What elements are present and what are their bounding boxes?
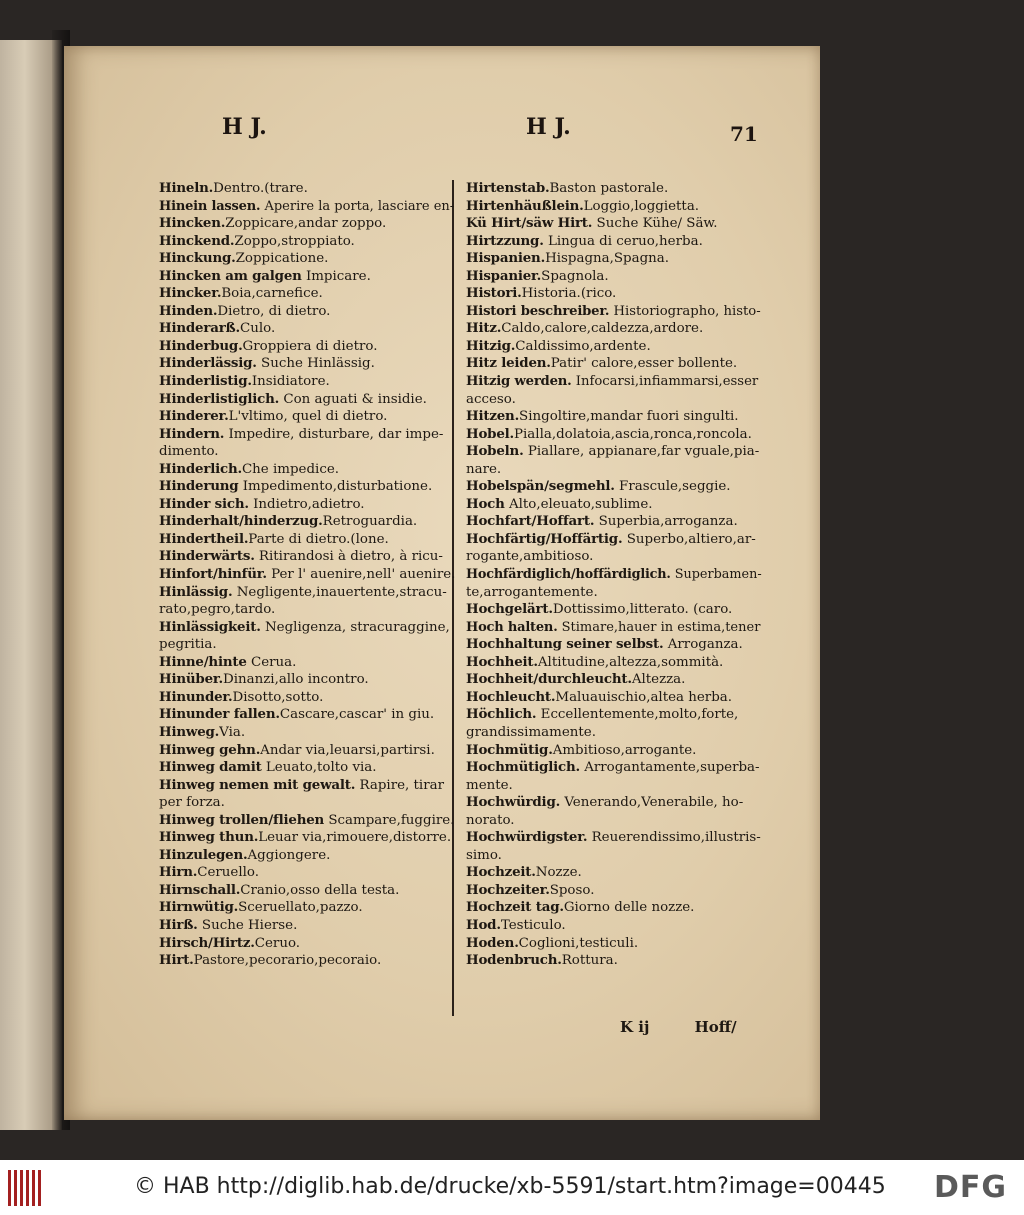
entry-translation: Zoppicatione.	[235, 251, 329, 267]
dictionary-entry	[159, 338, 451, 356]
entry-translation: Infocarsi,infiammarsi,esser	[571, 374, 759, 390]
dictionary-entry	[159, 233, 451, 251]
dictionary-entry	[466, 180, 758, 198]
dictionary-entry	[466, 268, 758, 286]
entry-translation: Leuar via,rimouere,distorre.	[258, 830, 452, 846]
dictionary-entry	[159, 619, 451, 637]
entry-translation: Altitudine,altezza,sommità.	[537, 654, 724, 670]
entry-translation: Aggiongere.	[247, 847, 331, 863]
dictionary-entry	[466, 233, 758, 251]
entry-headword: Hinderlistiglich.	[159, 390, 280, 407]
dictionary-entry	[159, 461, 451, 479]
dictionary-entry	[466, 847, 758, 865]
dictionary-entry	[159, 408, 451, 426]
entry-translation: Indietro,adietro.	[248, 496, 365, 512]
dictionary-entry	[159, 355, 451, 373]
dictionary-entry	[159, 180, 451, 198]
dictionary-entry	[159, 724, 451, 742]
entry-translation: pegritia.	[159, 637, 217, 653]
entry-translation: rato,pegro,tardo.	[159, 602, 276, 618]
dictionary-entry	[159, 426, 451, 444]
dictionary-entry	[466, 513, 758, 531]
dictionary-entry	[466, 671, 758, 689]
entry-headword: Hinzulegen.	[159, 846, 248, 863]
dictionary-entry	[159, 320, 451, 338]
dictionary-entry	[159, 671, 451, 689]
entry-translation: Dietro, di dietro.	[217, 303, 331, 319]
entry-translation: Caldo,calore,caldezza,ardore.	[501, 321, 704, 337]
dictionary-entry	[159, 303, 451, 321]
entry-translation: Impicare.	[301, 268, 371, 284]
entry-headword: Hirtenhäußlein.	[466, 197, 584, 214]
viewer-footer-bar	[0, 1160, 1024, 1215]
dictionary-entry	[466, 654, 758, 672]
dictionary-entry	[159, 513, 451, 531]
dictionary-entry	[466, 285, 758, 303]
entry-headword: Hochfärdiglich/hoffärdiglich.	[466, 567, 671, 583]
entry-translation: Ritirandosi à dietro, à ricu-	[254, 549, 443, 565]
entry-headword: Hinderwärts.	[159, 548, 255, 565]
entry-headword: Hinder sich.	[159, 495, 249, 512]
entry-headword: Hinderlich.	[159, 460, 242, 477]
dictionary-entry	[466, 531, 758, 549]
dictionary-entry	[159, 917, 451, 935]
entry-translation: Retroguardia.	[322, 514, 418, 530]
page-footer	[620, 1018, 777, 1036]
entry-translation: Negligenza, stracuraggine,	[260, 619, 450, 635]
dictionary-entry	[466, 935, 758, 953]
entry-headword: Hinunder fallen.	[159, 706, 280, 723]
entry-headword: Höchlich.	[466, 706, 537, 723]
dictionary-entry	[466, 882, 758, 900]
entry-headword: Hobelspän/segmehl.	[466, 478, 615, 495]
entry-translation: Ambitioso,arrogante.	[552, 742, 697, 758]
dictionary-entry	[466, 864, 758, 882]
entry-headword: Hincken.	[159, 215, 226, 232]
header-right-mark: H J.	[526, 114, 571, 140]
entry-translation: per forza.	[159, 795, 225, 811]
entry-headword: Hochzeit.	[466, 864, 536, 881]
entry-translation: acceso.	[466, 391, 516, 407]
entry-headword: Hinlässigkeit.	[159, 618, 261, 635]
dictionary-entry	[159, 706, 451, 724]
entry-translation: Superbamen-	[670, 567, 762, 583]
dictionary-entry	[159, 689, 451, 707]
entry-carryover: (lone.	[350, 531, 389, 547]
entry-translation: Baston pastorale.	[549, 181, 669, 196]
entry-headword: Hirnwütig.	[159, 899, 239, 916]
entry-headword: Hinderarß.	[159, 320, 240, 337]
entry-headword: Hochheit.	[466, 653, 538, 670]
entry-headword: Hinüber.	[159, 671, 223, 688]
entry-translation: Alto,eleuato,sublime.	[504, 496, 653, 512]
entry-translation: Dinanzi,allo incontro.	[222, 672, 369, 688]
dictionary-entry	[159, 285, 451, 303]
entry-translation: Reuerendissimo,illustris-	[587, 830, 761, 846]
entry-headword: Hirtenstab.	[466, 180, 550, 196]
dictionary-entry	[159, 811, 455, 830]
catchword: Hoff/	[694, 1018, 737, 1036]
entry-translation: Culo.	[239, 321, 276, 337]
hab-logo-icon	[8, 1170, 42, 1206]
entry-headword: Hinlässig.	[159, 583, 233, 600]
entry-headword: Hirsch/Hirtz.	[159, 934, 255, 951]
dictionary-entry	[466, 619, 761, 637]
entry-translation: Piallare, appianare,far vguale,pia-	[523, 444, 760, 460]
entry-headword: Hochwürdig.	[466, 794, 561, 811]
dictionary-entry	[466, 303, 761, 321]
entry-translation: Loggio,loggietta.	[583, 198, 700, 214]
dictionary-entry	[159, 794, 451, 812]
dictionary-entry	[159, 548, 451, 566]
dictionary-entry	[159, 777, 451, 795]
dictionary-entry	[159, 566, 456, 584]
entry-translation: Eccellentemente,molto,forte,	[536, 707, 739, 723]
entry-translation: grandissimamente.	[466, 724, 596, 740]
dictionary-entry	[159, 443, 451, 461]
entry-translation: Zoppo,stroppiato.	[234, 233, 355, 249]
entry-headword: Hineln.	[159, 180, 214, 196]
dictionary-entry	[466, 496, 758, 514]
dictionary-entry	[466, 794, 758, 812]
dictionary-entry	[466, 215, 758, 233]
dictionary-entry	[466, 636, 758, 654]
dictionary-entry	[466, 829, 761, 847]
entry-translation: Frascule,seggie.	[614, 479, 731, 495]
entry-translation: Parte di dietro.	[248, 531, 351, 547]
entry-headword: Hitz.	[466, 320, 502, 337]
entry-translation: Venerando,Venerabile, ho-	[560, 795, 744, 811]
entry-headword: Hochmütiglich.	[466, 759, 580, 776]
entry-translation: Dentro.	[213, 181, 265, 196]
entry-translation: Ceruello.	[197, 865, 259, 881]
entry-carryover: (trare.	[264, 181, 308, 196]
dictionary-entry	[466, 338, 758, 356]
entry-headword: Hinckung.	[159, 250, 236, 267]
entry-headword: Hinweg thun.	[159, 829, 259, 846]
entry-translation: Rottura.	[561, 953, 618, 969]
entry-headword: Hitz leiden.	[466, 355, 551, 372]
entry-headword: Hochleucht.	[466, 688, 556, 705]
dictionary-entry	[159, 847, 451, 865]
entry-headword: Hochmütig.	[466, 741, 553, 758]
entry-translation: Cranio,osso della testa.	[240, 882, 400, 898]
entry-translation: Lingua di ceruo,herba.	[543, 233, 703, 249]
entry-headword: Hoden.	[466, 934, 519, 951]
entry-headword: Hinweg.	[159, 723, 220, 740]
entry-translation: Giorno delle nozze.	[563, 900, 695, 916]
dictionary-entry	[466, 689, 758, 707]
dfg-logo: DFG	[934, 1170, 1008, 1205]
entry-translation: Patir' calore,esser bollente.	[550, 356, 738, 372]
dictionary-entry	[466, 355, 758, 373]
entry-headword: Hochgelärt.	[466, 601, 553, 618]
entry-headword: Hitzig.	[466, 337, 516, 354]
entry-translation: simo.	[466, 847, 502, 863]
dictionary-entry	[466, 759, 758, 777]
dictionary-entry	[466, 706, 758, 724]
entry-carryover: (caro.	[688, 602, 733, 618]
dictionary-entry	[159, 373, 451, 391]
entry-translation: norato.	[466, 812, 515, 828]
left-column	[159, 180, 456, 970]
signature-mark: K ij	[620, 1018, 650, 1036]
dictionary-entry	[159, 829, 451, 847]
entry-headword: Hinderhalt/hinderzug.	[159, 513, 323, 530]
entry-translation: te,arrogantemente.	[466, 584, 598, 600]
entry-headword: Hoch halten.	[466, 619, 558, 635]
entry-translation: Pialla,dolatoia,ascia,ronca,roncola.	[514, 426, 752, 442]
entry-headword: Hirtzzung.	[466, 232, 544, 249]
entry-translation: Nozze.	[535, 865, 582, 881]
entry-headword: Hinderung	[159, 478, 239, 495]
dictionary-entry	[466, 742, 758, 760]
dictionary-entry	[159, 215, 451, 233]
entry-translation: Singoltire,mandar fuori singulti.	[519, 409, 739, 425]
entry-translation: Sceruellato,pazzo.	[238, 900, 363, 916]
entry-translation: Zoppicare,andar zoppo.	[225, 216, 387, 232]
entry-headword: Hinunder.	[159, 688, 233, 705]
entry-translation: Suche Kühe/ Säw.	[592, 216, 718, 232]
dictionary-entry	[466, 478, 758, 496]
dictionary-entry	[159, 198, 455, 216]
entry-headword: Histori.	[466, 285, 522, 302]
dictionary-entry	[159, 268, 451, 286]
entry-translation: Dottissimo,litterato.	[552, 602, 689, 618]
entry-headword: Hochzeiter.	[466, 881, 550, 898]
entry-headword: Hindern.	[159, 425, 225, 442]
entry-headword: Hitzen.	[466, 408, 520, 425]
entry-translation: Rapire, tirar	[355, 777, 444, 793]
dictionary-entry	[466, 373, 758, 391]
entry-translation: Hispagna,Spagna.	[545, 251, 670, 267]
entry-headword: Hispanien.	[466, 250, 546, 267]
entry-translation: Altezza.	[631, 672, 686, 688]
entry-translation: Con aguati & insidie.	[279, 391, 427, 407]
entry-headword: Hinein lassen.	[159, 198, 261, 214]
entry-headword: Hirn.	[159, 864, 198, 881]
entry-translation: Per l' auenire,nell' auenire.	[266, 567, 456, 583]
entry-headword: Hindertheil.	[159, 530, 249, 547]
entry-translation: Cerua.	[246, 654, 297, 670]
entry-translation: Impedimento,disturbatione.	[238, 479, 433, 495]
dictionary-entry	[466, 443, 758, 461]
entry-translation: Arrogantamente,superba-	[579, 760, 760, 776]
entry-headword: Hochfärtig/Hoffärtig.	[466, 530, 623, 547]
dictionary-entry	[466, 812, 758, 830]
entry-translation: Arroganza.	[663, 637, 743, 653]
entry-translation: Suche Hinlässig.	[256, 356, 375, 372]
entry-translation: nare.	[466, 461, 502, 477]
column-divider	[452, 180, 454, 1016]
entry-headword: Hochhaltung seiner selbst.	[466, 636, 664, 653]
entry-translation: Superbo,altiero,ar-	[622, 531, 756, 547]
copyright-link[interactable]: © HAB http://diglib.hab.de/drucke/xb-5591/start.htm?image=00445	[134, 1174, 886, 1199]
dictionary-entry	[466, 584, 758, 602]
entry-headword: Hochfart/Hoffart.	[466, 513, 595, 530]
entry-translation: Coglioni,testiculi.	[518, 935, 639, 951]
entry-translation: Cascare,cascar' in giu.	[279, 707, 435, 723]
entry-carryover: (rico.	[580, 286, 617, 302]
dictionary-entry	[159, 601, 451, 619]
dictionary-entry	[159, 935, 451, 953]
entry-headword: Hinderbug.	[159, 337, 243, 354]
entry-translation: rogante,ambitioso.	[466, 549, 594, 565]
entry-translation: Disotto,sotto.	[232, 689, 324, 705]
entry-headword: Hispanier.	[466, 267, 542, 284]
entry-headword: Hinfort/hinfür.	[159, 566, 267, 583]
entry-translation: Testiculo.	[500, 917, 566, 933]
dictionary-entry	[466, 408, 758, 426]
entry-translation: Che impedice.	[241, 461, 339, 477]
entry-headword: Hochzeit tag.	[466, 899, 564, 916]
dictionary-entry	[159, 882, 451, 900]
dictionary-entry	[159, 864, 451, 882]
dictionary-entry	[466, 198, 758, 216]
entry-headword: Hodenbruch.	[466, 952, 562, 969]
entry-translation: Boia,carnefice.	[221, 286, 323, 302]
entry-headword: Hinne/hinte	[159, 653, 247, 670]
dictionary-entry	[466, 724, 758, 742]
dictionary-entry	[466, 601, 758, 619]
entry-headword: Histori beschreiber.	[466, 303, 610, 319]
dictionary-entry	[466, 917, 758, 935]
right-column	[466, 180, 762, 970]
entry-translation: L'vltimo, quel di dietro.	[228, 409, 388, 425]
entry-headword: Hinckend.	[159, 232, 235, 249]
entry-translation: Groppiera di dietro.	[242, 338, 378, 354]
dictionary-entry	[159, 478, 451, 496]
entry-translation: Pastore,pecorario,pecoraio.	[193, 953, 382, 969]
entry-headword: Hinweg trollen/fliehen	[159, 811, 325, 828]
entry-headword: Hobeln.	[466, 443, 524, 460]
dictionary-entry	[466, 566, 762, 584]
entry-translation: Historia.	[521, 286, 581, 302]
dictionary-entry	[466, 952, 758, 970]
entry-translation: Impedire, disturbare, dar impe-	[224, 426, 444, 442]
dictionary-entry	[159, 250, 451, 268]
dictionary-entry	[159, 531, 451, 549]
dictionary-entry	[159, 742, 451, 760]
dictionary-entry	[159, 636, 451, 654]
entry-translation: Ceruo.	[254, 935, 301, 951]
entry-headword: Kü Hirt/säw Hirt.	[466, 215, 593, 232]
entry-translation: Historiographo, histo-	[609, 303, 761, 319]
dictionary-entry	[159, 759, 451, 777]
dictionary-entry	[466, 899, 758, 917]
entry-translation: Aperire la porta, lasciare en-	[260, 198, 455, 214]
entry-headword: Hochwürdigster.	[466, 829, 588, 846]
dictionary-entry	[466, 548, 758, 566]
entry-headword: Hinweg nemen mit gewalt.	[159, 776, 356, 793]
entry-headword: Hinweg gehn.	[159, 741, 261, 758]
entry-headword: Hinweg damit	[159, 759, 262, 776]
entry-translation: Sposo.	[549, 882, 595, 898]
dictionary-entry	[159, 952, 451, 970]
entry-translation: Spagnola.	[541, 268, 609, 284]
dictionary-entry	[466, 320, 758, 338]
header-left-mark: H J.	[222, 114, 267, 140]
entry-headword: Hincken am galgen	[159, 267, 302, 284]
entry-headword: Hincker.	[159, 285, 222, 302]
dictionary-entry	[159, 654, 451, 672]
entry-headword: Hinderer.	[159, 408, 229, 425]
entry-translation: Scampare,fuggire.	[324, 812, 455, 828]
dictionary-entry	[466, 461, 758, 479]
entry-translation: mente.	[466, 777, 513, 793]
entry-translation: Superbia,arroganza.	[594, 514, 738, 530]
dictionary-entry	[466, 391, 758, 409]
dictionary-entry	[466, 426, 758, 444]
entry-headword: Hirt.	[159, 952, 194, 969]
dictionary-entry	[159, 584, 451, 602]
page-number: 71	[730, 122, 758, 146]
entry-translation: dimento.	[159, 444, 219, 460]
entry-translation: Suche Hierse.	[197, 917, 298, 933]
entry-headword: Hinden.	[159, 302, 218, 319]
dictionary-entry	[466, 777, 758, 795]
entry-translation: Insidiatore.	[251, 374, 330, 390]
entry-translation: Negligente,inauertente,stracu-	[232, 584, 447, 600]
entry-headword: Hoch	[466, 495, 505, 512]
entry-translation: Stimare,hauer in estima,tener	[557, 619, 761, 635]
entry-headword: Hirß.	[159, 916, 198, 933]
entry-translation: Leuato,tolto via.	[261, 760, 377, 776]
entry-translation: Andar via,leuarsi,partirsi.	[260, 742, 435, 758]
entry-headword: Hochheit/durchleucht.	[466, 671, 632, 688]
entry-headword: Hirnschall.	[159, 881, 241, 898]
entry-translation: Via.	[219, 724, 246, 740]
entry-headword: Hinderlässig.	[159, 355, 257, 372]
book-page	[64, 46, 820, 1120]
dictionary-entry	[159, 391, 451, 409]
entry-translation: Maluauischio,altea herba.	[555, 689, 733, 705]
dictionary-entry	[159, 899, 451, 917]
entry-headword: Hobel.	[466, 425, 515, 442]
entry-translation: Caldissimo,ardente.	[515, 338, 651, 354]
dictionary-entry	[159, 496, 451, 514]
entry-headword: Hitzig werden.	[466, 374, 572, 390]
entry-headword: Hinderlistig.	[159, 373, 252, 390]
dictionary-entry	[466, 250, 758, 268]
entry-headword: Hod.	[466, 916, 501, 933]
